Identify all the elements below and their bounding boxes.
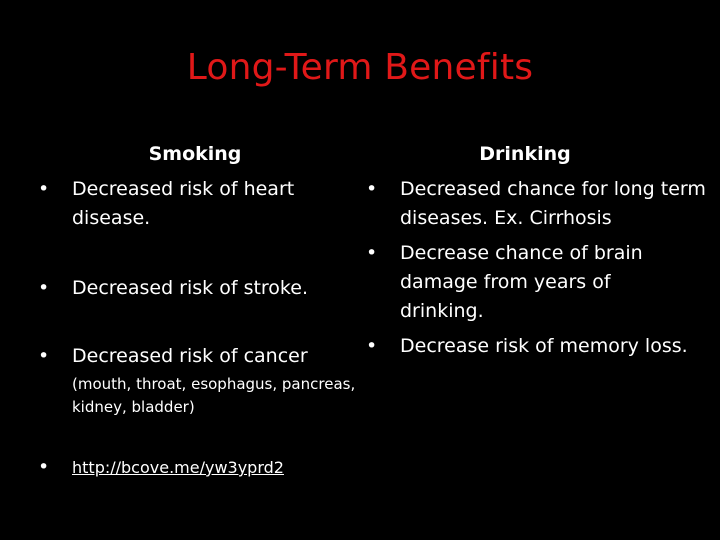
drinking-bullet-memory <box>366 332 690 361</box>
drinking-bullet-brain <box>366 239 690 326</box>
bullet-text: Decrease risk of memory loss. <box>400 335 688 357</box>
bullet-text: Decreased risk of heart disease. <box>72 178 295 229</box>
smoking-bullet-link <box>38 453 372 482</box>
drinking-bullet-diseases <box>366 175 710 233</box>
bullet-text: Decrease chance of brain damage from years of drinking. <box>400 242 643 322</box>
bullet-icon: • <box>38 178 50 200</box>
bullet-icon: • <box>366 242 378 264</box>
drinking-heading: Drinking <box>479 143 571 165</box>
bullet-subtext: (mouth, throat, esophagus, pancreas, kidney, bladder) <box>72 375 356 416</box>
bullet-icon: • <box>38 277 50 299</box>
bullet-text: Decreased risk of stroke. <box>72 277 308 299</box>
smoking-heading: Smoking <box>148 143 242 165</box>
bullet-icon: • <box>366 178 378 200</box>
bullet-icon: • <box>38 345 50 367</box>
smoking-bullet-heart <box>38 175 334 233</box>
slide-title: Long-Term Benefits <box>186 47 534 88</box>
smoking-bullet-stroke <box>38 274 372 303</box>
bullet-text: Decreased chance for long term diseases. Ex. Cirrhosis <box>400 178 706 229</box>
bullet-text: Decreased risk of cancer <box>72 345 308 367</box>
bullet-icon: • <box>366 335 378 357</box>
smoking-bullet-cancer <box>38 342 362 419</box>
bullet-icon: • <box>38 456 50 478</box>
video-link[interactable]: http://bcove.me/yw3yprd2 <box>72 458 284 477</box>
